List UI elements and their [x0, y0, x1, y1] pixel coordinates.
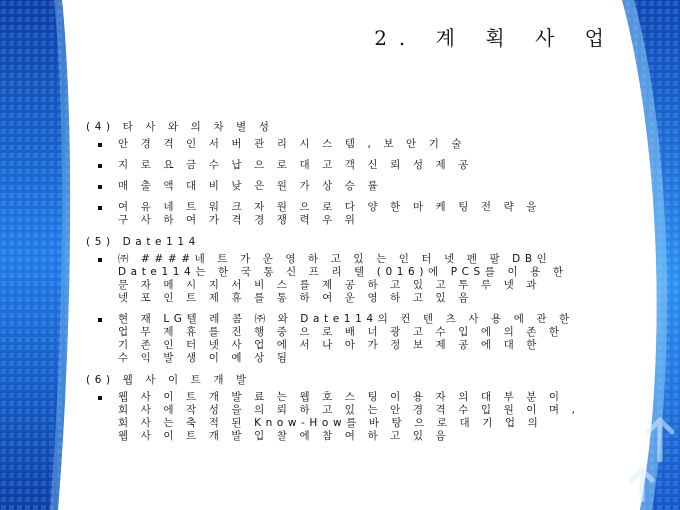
list-item: 웹 사 이 트 개 발 료 는 웹 호 스 팅 이 용 자 의 대 부 분 이 회 사 에 작 성 을 의 뢰 하 고 있 는 안 경 격 수 입 원 이 며 , 회 사 는 축 적 된 Know-How를 바 탕 으 로 대 기 업 의 웹 사 이 트 개 발 입 찰 에 참 여 하 고 있 음 [118, 391, 586, 443]
bullet-list [86, 391, 586, 443]
list-item: 매 출 액 대 비 낮 은 원 가 상 승 률 [118, 180, 586, 193]
section-date114 [86, 235, 586, 365]
section-website-dev [86, 373, 586, 443]
section-heading: (6) 웹 사 이 트 개 발 [86, 374, 251, 386]
list-item: 지 로 요 금 수 납 으 로 대 고 객 신 뢰 성 제 공 [118, 159, 586, 172]
section-differentiation [86, 120, 586, 227]
section-heading: (4) 타 사 와 의 차 별 성 [86, 121, 274, 133]
bullet-list [86, 138, 586, 227]
content-body [86, 120, 586, 451]
list-item: 안 경 격 인 서 버 관 리 시 스 템 , 보 안 기 술 [118, 138, 586, 151]
list-item: 여 유 네 트 워 크 자 원 으 로 다 양 한 마 케 팅 전 략 을 구 사 하 여 가 격 경 쟁 력 우 위 [118, 201, 586, 227]
list-item: 현 재 LG텔 레 콤 ㈜ 와 Date114의 컨 텐 츠 사 용 에 관 한 업 무 제 휴 를 진 행 중 으 로 배 너 광 고 수 입 에 의 존 한 기 존 인 터 넷 사 업 에 서 나 아 가 정 보 제 공 에 대 한 수 익 발 생 이 예 상 됨 [118, 313, 586, 365]
section-heading: (5) Date114 [86, 236, 200, 248]
list-item: ㈜ ####네 트 가 운 영 하 고 있 는 인 터 넷 펜 팔 DB인 Date114는 한 국 통 신 프 리 텔 (016)에 PCS를 이 용 한 문 자 메 시 지 서 비 스 를 제 공 하 고 있 고 투 루 넷 과 넷 포 인 트 제 휴 를 통 하 여 운 영 하 고 있 음 [118, 253, 586, 305]
page-title: 2. 계 획 사 업 [374, 26, 616, 50]
bullet-list [86, 253, 586, 365]
